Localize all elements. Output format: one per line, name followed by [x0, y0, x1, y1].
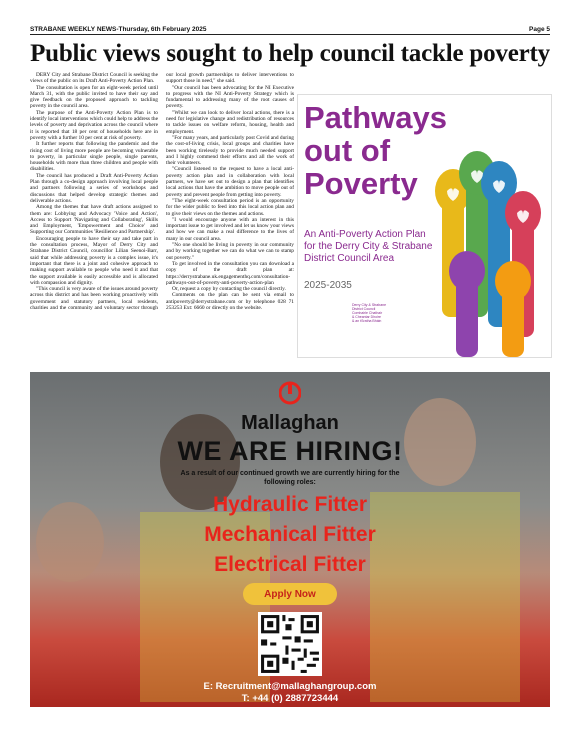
article-paragraph: DERY City and Strabane District Council is seeking the views of the public on its Draft Anti-Poverty Action Plan. — [30, 72, 158, 85]
poster-title-line: Pathways — [304, 100, 448, 135]
role-electrical-fitter: Electrical Fitter — [214, 553, 366, 576]
article-paragraph: The council has produced a Draft Anti-Poverty Action Plan through a co-design approach involving local people and partners following a series of workshops and discussions that helped develop strategic themes and deliverable actions. — [30, 172, 158, 204]
role-mechanical-fitter: Mechanical Fitter — [204, 523, 376, 546]
hiring-headline: WE ARE HIRING! — [177, 436, 403, 466]
hiring-intro: As a result of our continued growth we are currently hiring for the following roles: — [180, 470, 400, 486]
article-paragraph: "Council listened to the request to have a local anti-poverty action plan and in collaboration with local partners, we have set out to design a plan that identifies local actions that have the ambition to move people out of poverty and prevent people from getting into poverty. — [166, 166, 294, 198]
article-paragraph: "Our council has been advocating for the NI Executive to progress with the NI Anti-Poverty Strategy which is fundamental to addressing many of the root causes of poverty. — [166, 84, 294, 110]
headline: Public views sought to help council tackle poverty — [30, 40, 550, 67]
page-header — [30, 24, 550, 35]
article-paragraph: "Whilst we can look to deliver local actions, there is a need for legislative change and redistribution of resources to tackle issues on welfare reform, housing, health and employment. — [166, 109, 294, 135]
article-paragraph: To get involved in the consultation you can download a copy of the draft plan at: https://derrystrabane.uk.engagementhq.com/consultation-pathways-out-of-poverty-anti-poverty-action-plan — [166, 260, 294, 286]
brand-name: Mallaghan — [241, 412, 339, 434]
article-paragraph: Comments on the plan can be sent via email to antipoverty@derrystrabane.com or by telephone 028 71 253253 Ext: 6660 or directly on the website. — [166, 292, 294, 311]
council-logo: Derry City & Strabane District Council Comhairle Chathair & Cheantar Dhoire & an tSratha Bháin — [352, 303, 387, 323]
article-paragraph: Among the themes that have draft actions assigned to them are: Lobbying and Advocacy 'Voice and Action', Access to Support 'Navigating and Collaborating', Skills and Employment, 'Empowerment and Choice' and Supporting our Communities 'Resilience and Partnership'. — [30, 204, 158, 236]
article-paragraph: The purpose of the Anti-Poverty Action Plan is to identify local interventions which could help to address the levels of poverty and deprivation across the council where it is reported that 18 per cent of households here are in poverty with a further 10 per cent at risk of poverty. — [30, 109, 158, 141]
article-body — [30, 72, 294, 370]
article-paragraph: "The eight-week consultation period is an opportunity for the wider public to feed into this local action plan and to give their views on the themes and actions. — [166, 197, 294, 217]
contact-email[interactable]: E: Recruitment@mallaghangroup.com — [203, 681, 377, 692]
article-paragraph: It further reports that following the pandemic and the rising cost of living more people are becoming vulnerable to poverty, in particular single people, single parents, households with more than three children and people with disabilities. — [30, 141, 158, 173]
article-paragraph: "For many years, and particularly post Covid and during the cost-of-living crisis, local groups and charities have been working tirelessly to provide much needed support and I highly commend their efforts and all the work of their volunteers. — [166, 134, 294, 167]
contact-phone[interactable]: T: +44 (0) 2887723444 — [241, 693, 339, 704]
poster-title-line: Poverty — [304, 166, 418, 201]
raised-hands-illustration — [426, 147, 552, 357]
publication-line: STRABANE WEEKLY NEWS-Thursday, 6th February 2025 — [30, 25, 207, 33]
article-paragraph: The consultation is open for an eight-week period until March 31, with the public invited to have their say and give feedback on the proposed approach to tackling poverty in the council area. — [30, 84, 158, 110]
poster-title — [304, 100, 448, 201]
role-hydraulic-fitter: Hydraulic Fitter — [212, 493, 368, 516]
article-paragraph: Or, request a copy by contacting the council directly. — [172, 286, 286, 293]
page-number: Page 5 — [529, 25, 550, 33]
qr-code-icon[interactable] — [258, 612, 322, 676]
poster-years: 2025-2035 — [304, 280, 352, 291]
article-paragraph: "I would encourage anyone with an interest in this important issue to get involved and let us know your views and how we can make a real difference to the lives of many in our council area. — [166, 216, 294, 242]
poster-title-line: out of — [304, 133, 391, 168]
article-paragraph: "This council is very aware of the issues around poverty across this district and has been working proactively with government and statutory partners, local residents, charities and the community and voluntary sector through our local growth partnerships to deliver interventions to support those in need," she said. — [30, 72, 294, 311]
article-paragraph: Encouraging people to have their say and take part in the consultation process, Mayor of Derry City and Strabane District Council, councillor Lilian Seenoi-Barr, said that while addressing poverty is a complex issue, it's important that there is a joint and cohesive approach to making support available to people who need it and that the support available is easily accessible and is allocated with compassion and dignity. — [30, 235, 158, 286]
article-paragraph: "No one should be living in poverty in our community and by working together we can do what we can to stamp out poverty." — [166, 242, 294, 261]
poster-subtitle: An Anti-Poverty Action Plan for the Derry City & Strabane District Council Area — [304, 229, 433, 264]
apply-now-button[interactable]: Apply Now — [243, 583, 337, 605]
pathways-poster — [297, 94, 552, 358]
mallaghan-hiring-ad — [30, 372, 550, 707]
mallaghan-logo-icon — [279, 380, 301, 406]
